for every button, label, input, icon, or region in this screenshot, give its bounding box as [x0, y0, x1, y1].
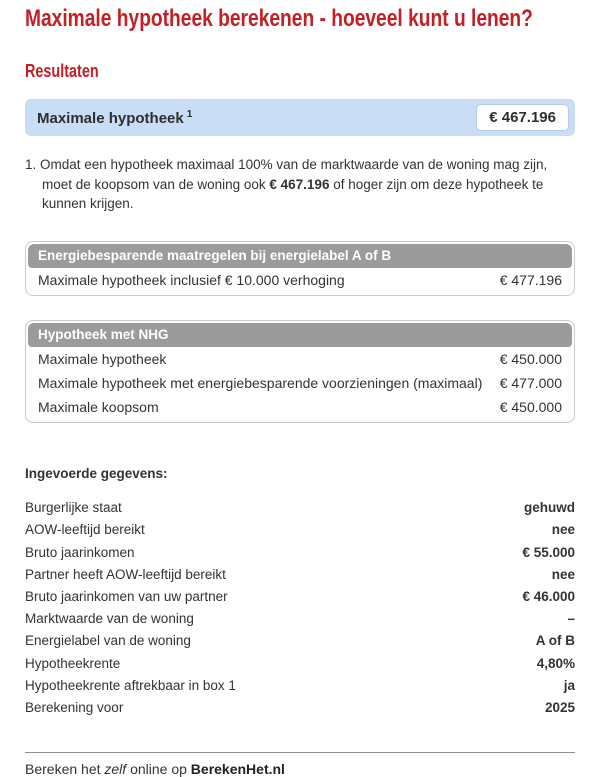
energy-measures-card-header: Energiebesparende maatregelen bij energielabel A of B: [28, 244, 572, 268]
list-item: [25, 674, 575, 696]
row-value: nee: [551, 522, 575, 538]
row-value: A of B: [535, 633, 575, 649]
row-value: € 46.000: [522, 589, 575, 605]
nhg-mortgage-card-header: Hypotheek met NHG: [28, 323, 572, 347]
list-item: [25, 585, 575, 607]
row-label: Maximale hypotheek inclusief € 10.000 verhoging: [38, 271, 345, 288]
footnote-marker: 1: [186, 108, 193, 120]
energy-measures-card: [25, 241, 575, 296]
row-label: Bruto jaarinkomen: [25, 544, 135, 560]
max-mortgage-label-text: Maximale hypotheek: [37, 109, 184, 127]
row-value: 4,80%: [536, 655, 575, 671]
row-label: Maximale koopsom: [38, 398, 159, 415]
max-mortgage-label: [37, 109, 192, 127]
row-label: AOW-leeftijd bereikt: [25, 522, 145, 538]
footer-divider: [25, 752, 575, 753]
footnote-suffix: of hoger zijn om deze hypotheek te kunnen krijgen.: [42, 176, 544, 212]
results-heading: Resultaten: [25, 61, 99, 81]
footnote-text: [25, 155, 575, 214]
row-value: € 450.000: [499, 398, 562, 415]
row-value: ja: [563, 677, 575, 693]
footnote-prefix: 1. Omdat een hypotheek maximaal 100% van de marktwaarde van de woning mag zijn, moet de koopsom van de woning ook: [25, 157, 548, 192]
table-row: [26, 347, 574, 371]
row-label: Hypotheekrente aftrekbaar in box 1: [25, 677, 236, 693]
entered-data-heading: Ingevoerde gegevens:: [25, 465, 168, 481]
page-title: Maximale hypotheek berekenen - hoeveel kunt u lenen?: [25, 5, 533, 32]
row-value: € 477.196: [499, 271, 562, 288]
row-label: Energielabel van de woning: [25, 633, 191, 649]
row-value: € 55.000: [522, 544, 575, 560]
list-item: [25, 608, 575, 630]
table-row: [26, 268, 574, 295]
footer-prefix: Bereken het: [25, 760, 105, 777]
footer-middle: online op: [126, 760, 191, 777]
row-label: Hypotheekrente: [25, 655, 121, 671]
row-value: –: [567, 611, 575, 627]
footer-credit: [25, 761, 575, 777]
results-page: [0, 4, 600, 777]
footer-zelf: zelf: [104, 760, 127, 777]
row-label: Burgerlijke staat: [25, 500, 122, 516]
row-value: € 477.000: [499, 374, 562, 391]
list-item: [25, 497, 575, 519]
row-value: gehuwd: [524, 500, 575, 516]
footnote-amount: € 467.196: [269, 176, 330, 192]
brand-link[interactable]: BerekenHet.nl: [190, 760, 285, 777]
row-label: Berekening voor: [25, 699, 124, 715]
row-label: Marktwaarde van de woning: [25, 611, 194, 627]
row-value: € 450.000: [499, 350, 562, 367]
table-row: [26, 371, 574, 395]
row-label: Partner heeft AOW-leeftijd bereikt: [25, 566, 226, 582]
max-mortgage-highlight-row: [25, 99, 575, 136]
row-value: nee: [551, 566, 575, 582]
list-item: [25, 652, 575, 674]
row-label: Bruto jaarinkomen van uw partner: [25, 589, 228, 605]
list-item: [25, 563, 575, 585]
row-value: 2025: [544, 699, 575, 715]
list-item: [25, 630, 575, 652]
entered-data-list: [25, 497, 575, 719]
row-label: Maximale hypotheek: [38, 350, 167, 367]
list-item: [25, 519, 575, 541]
max-mortgage-value: € 467.196: [476, 104, 569, 131]
row-label: Maximale hypotheek met energiebesparende voorzieningen (maximaal): [38, 374, 483, 391]
list-item: [25, 696, 575, 718]
table-row: [26, 395, 574, 422]
list-item: [25, 541, 575, 563]
nhg-mortgage-card: [25, 320, 575, 423]
